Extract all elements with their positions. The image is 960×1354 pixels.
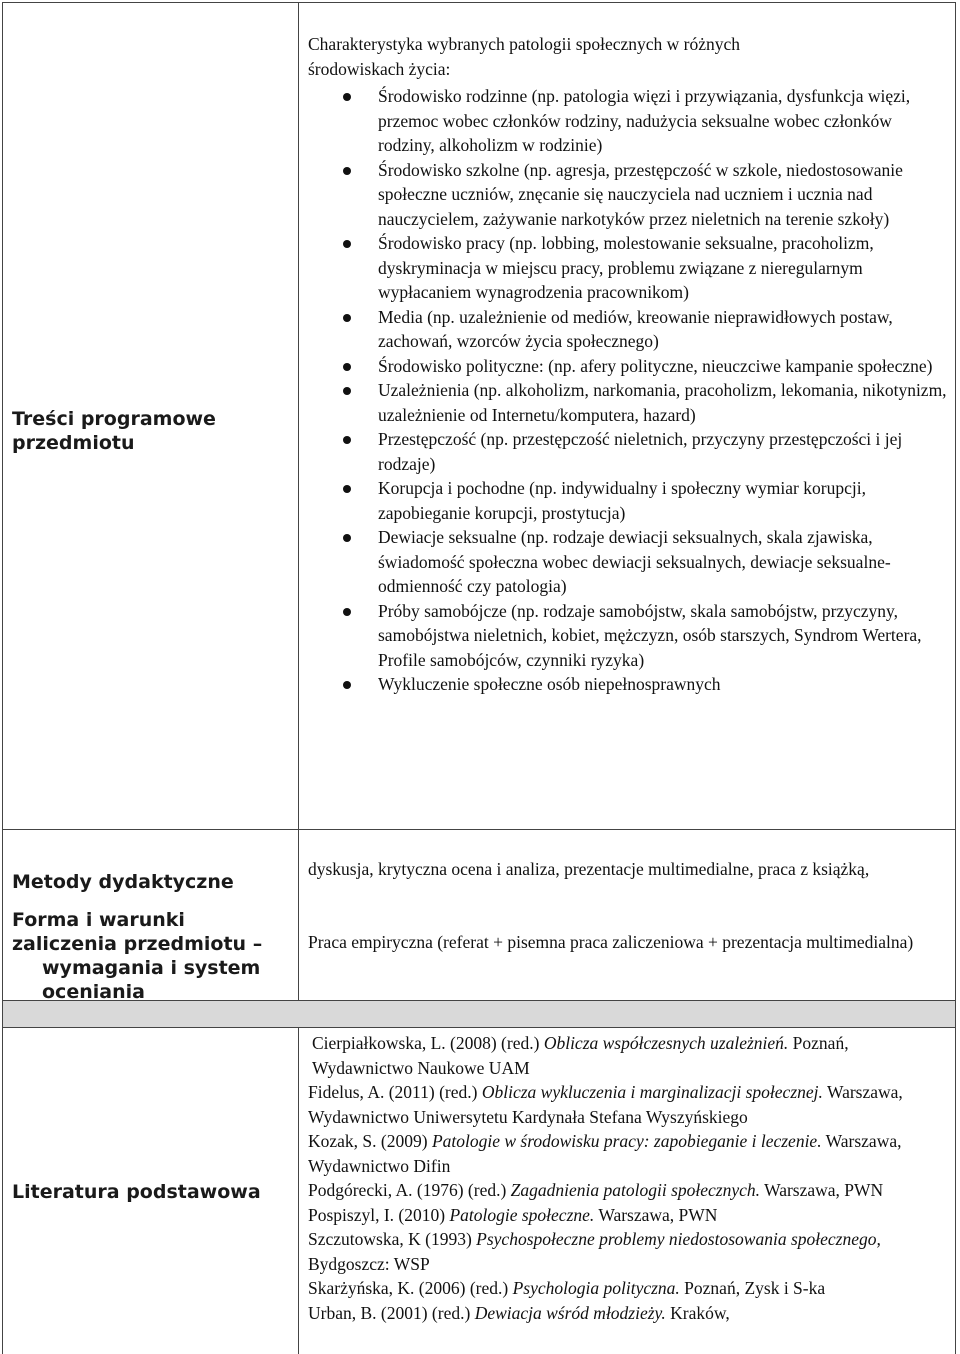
reference-pre: Kozak, S. (2009) [308, 1131, 432, 1151]
label-forma-line3: wymagania i system [42, 957, 261, 979]
label-forma-line4: oceniania [42, 981, 145, 1003]
bullet-icon [343, 681, 351, 689]
reference-post: Poznań, Zysk i S-ka [679, 1278, 826, 1298]
reference-pre: Szczutowska, K (1993) [308, 1229, 477, 1249]
reference-post: Poznań, Wydawnictwo Naukowe UAM [312, 1033, 849, 1078]
separator-row-grey [3, 1001, 955, 1027]
topic-item [308, 672, 948, 697]
table-border-right [955, 2, 956, 1354]
topic-text: Środowisko szkolne (np. agresja, przestępczość w szkole, niedostosowanie społeczne uczniów, znęcanie się nauczyciela nad uczniem i ucznia nad nauczycielem, zażywanie narkotyków przez nieletnich na terenie szkoły) [378, 159, 903, 229]
topic-text: Dewiacje seksualne (np. rodzaje dewiacji seksualnych, skala zjawiska, świadomość społeczna wobec dewiacji seksualnych, dewiacje seksualne- odmienność czy patologia) [378, 527, 891, 596]
label-forma-line2: zaliczenia przedmiotu – [12, 933, 263, 955]
reference-item [308, 1301, 948, 1326]
reference-title: Psychospołeczne problemy niedostosowania społecznego, [476, 1229, 881, 1249]
topic-item [308, 231, 948, 305]
row-divider-tresci [2, 829, 956, 830]
content-tresci-programowe [308, 32, 948, 697]
label-tresci-programowe [12, 407, 216, 455]
label-literatura-podstawowa: Literatura podstawowa [12, 1181, 261, 1203]
topic-text: Korupcja i pochodne (np. indywidualny i społeczny wymiar korupcji, zapobieganie korupcji, prostytucja) [378, 478, 866, 523]
content-literatura-podstawowa [308, 1031, 948, 1325]
topic-text: Przestępczość (np. przestępczość nieletnich, przyczyny przestępczości i jej rodzaje) [378, 429, 903, 474]
reference-item [308, 1080, 948, 1129]
bullet-icon [343, 167, 351, 175]
reference-item [308, 1203, 948, 1228]
reference-title: Patologie w środowisku pracy: zapobieganie i leczenie. [431, 1131, 822, 1151]
topic-item [308, 305, 948, 354]
topic-item [308, 158, 948, 232]
topic-item [308, 476, 948, 525]
bullet-icon [343, 240, 351, 248]
reference-pre: Urban, B. (2001) (red.) [308, 1302, 475, 1323]
label-metody-dydaktyczne: Metody dydaktyczne [12, 871, 234, 893]
topic-text: Środowisko pracy (np. lobbing, molestowanie seksualne, pracoholizm, dyskryminacja w miejscu pracy, problemu związane z nieregularnym wypłacaniem wynagrodzenia pracownikom) [378, 233, 874, 302]
table-column-divider [298, 2, 299, 1354]
topic-text: Wykluczenie społeczne osób niepełnosprawnych [378, 674, 721, 694]
reference-item [308, 1129, 948, 1178]
reference-title: Psychologia polityczna. [512, 1278, 680, 1298]
bullet-icon [343, 363, 351, 371]
bullet-icon [343, 436, 351, 444]
row-divider-literatura [2, 1027, 956, 1028]
bullet-icon [343, 485, 351, 493]
topic-text: Środowisko polityczne: (np. afery polityczne, nieuczciwe kampanie społeczne) [378, 355, 933, 376]
label-tresci-line2: przedmiotu [12, 432, 135, 454]
reference-pre: Skarżyńska, K. (2006) (red.) [308, 1278, 513, 1298]
bullet-icon [343, 534, 351, 542]
label-forma-warunki [12, 908, 262, 1004]
reference-item [308, 1178, 948, 1203]
reference-pre: Pospiszyl, I. (2010) [308, 1204, 450, 1225]
reference-post: Bydgoszcz: WSP [308, 1253, 430, 1274]
reference-title: Oblicza współczesnych uzależnień. [543, 1033, 789, 1053]
topic-item [308, 378, 948, 427]
topic-text: Próby samobójcze (np. rodzaje samobójstw, skala samobójstw, przyczyny, samobójstwa nieletnich, kobiet, mężczyzn, osób starszych, Syndrom Wertera, Profile samobójców, czynniki ryzyka) [378, 600, 922, 670]
reference-post: Warszawa, PWN [594, 1204, 718, 1225]
topics-list [308, 84, 948, 697]
reference-item [308, 1031, 948, 1080]
bullet-icon [343, 608, 351, 616]
reference-title: Patologie społeczne. [449, 1204, 595, 1225]
topic-item [308, 427, 948, 476]
table-border-top [2, 2, 956, 3]
reference-post: Warszawa, Wydawnictwo Uniwersytetu Kardynała Stefana Wyszyńskiego [308, 1082, 903, 1127]
topic-text: Uzależnienia (np. alkoholizm, narkomania, pracoholizm, lekomania, nikotynizm, uzależnienie od Internetu/komputera, hazard) [378, 380, 947, 425]
bullet-icon [343, 314, 351, 322]
table-border-left [2, 2, 3, 1354]
reference-title: Dewiacja wśród młodzieży. [474, 1302, 666, 1323]
bullet-icon [343, 387, 351, 395]
label-forma-line1: Forma i warunki [12, 909, 185, 931]
topic-item [308, 525, 948, 599]
reference-post: Warszawa, PWN [760, 1180, 884, 1200]
reference-post: Warszawa, Wydawnictwo Difin [308, 1131, 902, 1176]
label-tresci-line1: Treści programowe [12, 408, 216, 430]
reference-item [308, 1227, 948, 1276]
reference-title: Zagadnienia patologii społecznych. [510, 1180, 761, 1200]
topic-item [308, 354, 948, 379]
bullet-icon [343, 93, 351, 101]
topic-text: Środowisko rodzinne (np. patologia więzi i przywiązania, dysfunkcja więzi, przemoc wobec członków rodziny, nadużycia seksualne wobec członków rodziny, alkoholizm w rodzinie) [378, 86, 911, 155]
topic-item [308, 599, 948, 673]
reference-post: Kraków, [665, 1302, 730, 1323]
reference-item [308, 1276, 948, 1301]
topic-text: Media (np. uzależnienie od mediów, kreowanie nieprawidłowych postaw, zachowań, wzorców życia społecznego) [378, 306, 893, 351]
tresci-intro: Charakterystyka wybranych patologii społecznych w różnych środowiskach życia: [308, 34, 741, 79]
topic-item [308, 84, 948, 158]
content-metody-dydaktyczne: dyskusja, krytyczna ocena i analiza, prezentacje multimedialne, praca z książką, [308, 859, 870, 879]
reference-title: Oblicza wykluczenia i marginalizacji społecznej. [481, 1082, 823, 1102]
content-forma-warunki: Praca empiryczna (referat + pisemna praca zaliczeniowa + prezentacja multimedialna) [308, 932, 914, 952]
reference-pre: Cierpiałkowska, L. (2008) (red.) [312, 1033, 544, 1053]
reference-pre: Podgórecki, A. (1976) (red.) [308, 1180, 511, 1200]
reference-pre: Fidelus, A. (2011) (red.) [308, 1082, 482, 1102]
